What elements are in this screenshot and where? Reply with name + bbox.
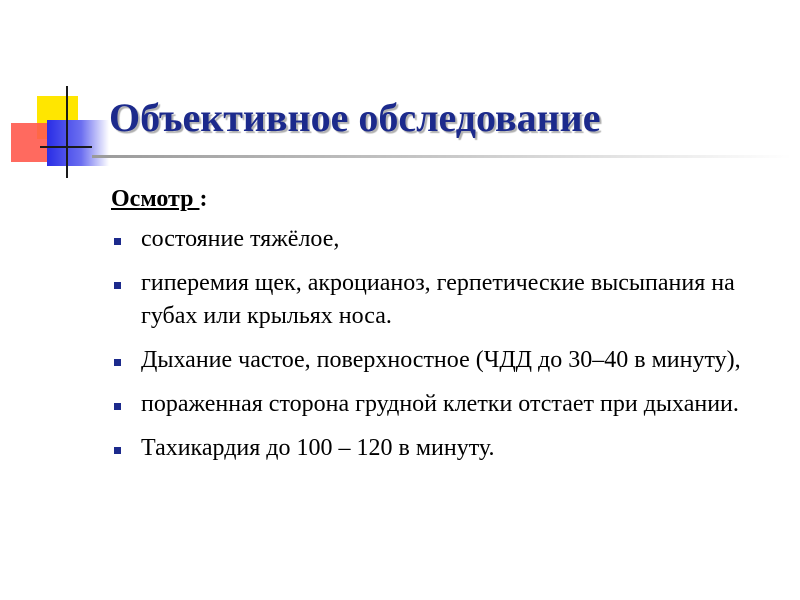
list-item-text: состояние тяжёлое, (141, 226, 340, 252)
section-heading-label: Осмотр (111, 186, 200, 212)
decorative-horizontal-line (40, 146, 92, 148)
decorative-vertical-line (66, 86, 68, 178)
square-bullet-icon (114, 403, 121, 410)
list-item (108, 223, 788, 256)
title-underline-rule (92, 155, 792, 158)
square-bullet-icon (114, 238, 121, 245)
square-bullet-icon (114, 359, 121, 366)
square-bullet-icon (114, 282, 121, 289)
list-item-text: Дыхание частое, поверхностное (ЧДД до 30–40 в минуту), (141, 347, 741, 373)
square-bullet-icon (114, 447, 121, 454)
list-item-text: гиперемия щек, акроцианоз, герпетические высыпания на губах или крыльях носа. (141, 270, 735, 329)
list-item (108, 388, 788, 421)
list-item (108, 432, 788, 465)
decorative-blue-square (47, 120, 109, 166)
section-heading-colon: : (199, 186, 208, 212)
list-item-text: Тахикардия до 100 – 120 в минуту. (141, 435, 495, 461)
bullet-list (108, 223, 788, 476)
slide-title: Объективное обследование (109, 95, 601, 140)
list-item (108, 267, 788, 333)
list-item-text: пораженная сторона грудной клетки отстает при дыхании. (141, 391, 739, 417)
section-heading (111, 183, 207, 215)
list-item (108, 344, 788, 377)
